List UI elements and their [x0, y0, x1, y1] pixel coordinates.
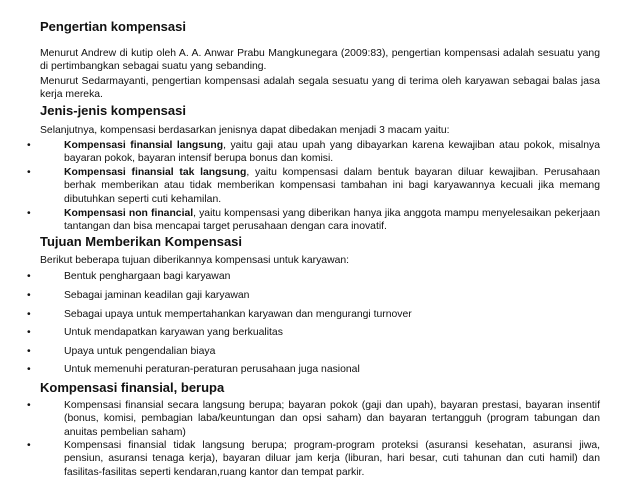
- list-item-jenis: [27, 139, 600, 166]
- paragraph-jenis-intro: Selanjutnya, kompensasi berdasarkan jenisnya dapat dibedakan menjadi 3 macam yaitu:: [40, 125, 450, 136]
- tujuan-text: Untuk memenuhi peraturan-peraturan perusahaan juga nasional: [64, 364, 360, 375]
- finansial-langsung-text: Kompensasi finansial secara langsung berupa; bayaran pokok (gaji dan upah), bayaran prestasi, bayaran insentif (bonus, komisi, pembagian laba/keuntungan dan opsi saham) dan bayaran tertangguh (program tabungan dan anuitas pembelian saham): [64, 400, 600, 438]
- paragraph-sedarmayanti: Menurut Sedarmayanti, pengertian kompensasi adalah segala sesuatu yang di terima oleh karyawan sebagai balas jasa kerja mereka.: [40, 76, 600, 101]
- desc-finansial-langsung: , yaitu gaji atau upah yang dibayarkan karena kewajiban atau pokok, misalnya bayaran pokok, bayaran intensif berupa bonus dan komisi.: [64, 140, 600, 165]
- list-item-tujuan: [27, 326, 600, 339]
- heading-jenis: Jenis-jenis kompensasi: [40, 103, 186, 118]
- bullet-icon: •: [27, 167, 31, 178]
- heading-finansial: Kompensasi finansial, berupa: [40, 380, 225, 395]
- term-non-financial: Kompensasi non financial: [64, 208, 194, 219]
- term-finansial-tak-langsung: Kompensasi finansial tak langsung: [64, 167, 247, 178]
- tujuan-text: Sebagai upaya untuk mempertahankan karyawan dan mengurangi turnover: [64, 309, 412, 320]
- list-item-jenis: [27, 166, 600, 206]
- list-item-tujuan: [27, 308, 600, 321]
- desc-finansial-tak-langsung: , yaitu kompensasi dalam bentuk bayaran diluar kewajiban. Perusahaan berhak memberikan atau tidak memberikan kompensasi tambahan ini bagi karyawannya kecuali jika memang dibutuhkan seperti cuti kehamilan.: [64, 167, 601, 205]
- bullet-icon: •: [27, 271, 31, 282]
- tujuan-text: Untuk mendapatkan karyawan yang berkualitas: [64, 327, 283, 338]
- bullet-icon: •: [27, 440, 31, 451]
- bullet-icon: •: [27, 208, 31, 219]
- tujuan-text: Bentuk penghargaan bagi karyawan: [64, 271, 231, 282]
- list-item-jenis: [27, 207, 600, 234]
- list-item-tujuan: [27, 289, 600, 302]
- tujuan-text: Upaya untuk pengendalian biaya: [64, 346, 216, 357]
- term-finansial-langsung: Kompensasi finansial langsung: [64, 140, 224, 151]
- list-item-finansial: [27, 439, 600, 479]
- heading-tujuan: Tujuan Memberikan Kompensasi: [40, 234, 243, 249]
- paragraph-andrew: Menurut Andrew di kutip oleh A. A. Anwar Prabu Mangkunegara (2009:83), pengertian kompensasi adalah sesuatu yang di pertimbangkan sebagai suatu yang sebanding.: [40, 48, 600, 73]
- list-item-tujuan: [27, 363, 600, 376]
- bullet-icon: •: [27, 364, 31, 375]
- bullet-icon: •: [27, 346, 31, 357]
- bullet-icon: •: [27, 400, 31, 411]
- bullet-icon: •: [27, 140, 31, 151]
- heading-pengertian: Pengertian kompensasi: [40, 19, 186, 34]
- list-item-tujuan: [27, 345, 600, 358]
- desc-non-financial: , yaitu kompensasi yang diberikan hanya jika anggota mampu menyelesaikan pekerjaan tantangan dan bisa mencapai target perusahaan dengan cara inovatif.: [64, 208, 600, 233]
- bullet-icon: •: [27, 290, 31, 301]
- bullet-icon: •: [27, 309, 31, 320]
- finansial-tidak-langsung-text: Kompensasi finansial tidak langsung berupa; program-program proteksi (asuransi kesehatan, asuransi jiwa, pensiun, asuransi tenaga kerja), bayaran diluar jam kerja (liburan, hari besar, cuti tahunan dan cuti hamil) dan fasilitas-fasilitas seperti kendaran,ruang kantor dan tempat parkir.: [64, 440, 600, 478]
- bullet-icon: •: [27, 327, 31, 338]
- list-item-finansial: [27, 399, 600, 439]
- tujuan-text: Sebagai jaminan keadilan gaji karyawan: [64, 290, 250, 301]
- paragraph-tujuan-intro: Berikut beberapa tujuan diberikannya kompensasi untuk karyawan:: [40, 255, 350, 266]
- list-item-tujuan: [27, 270, 600, 283]
